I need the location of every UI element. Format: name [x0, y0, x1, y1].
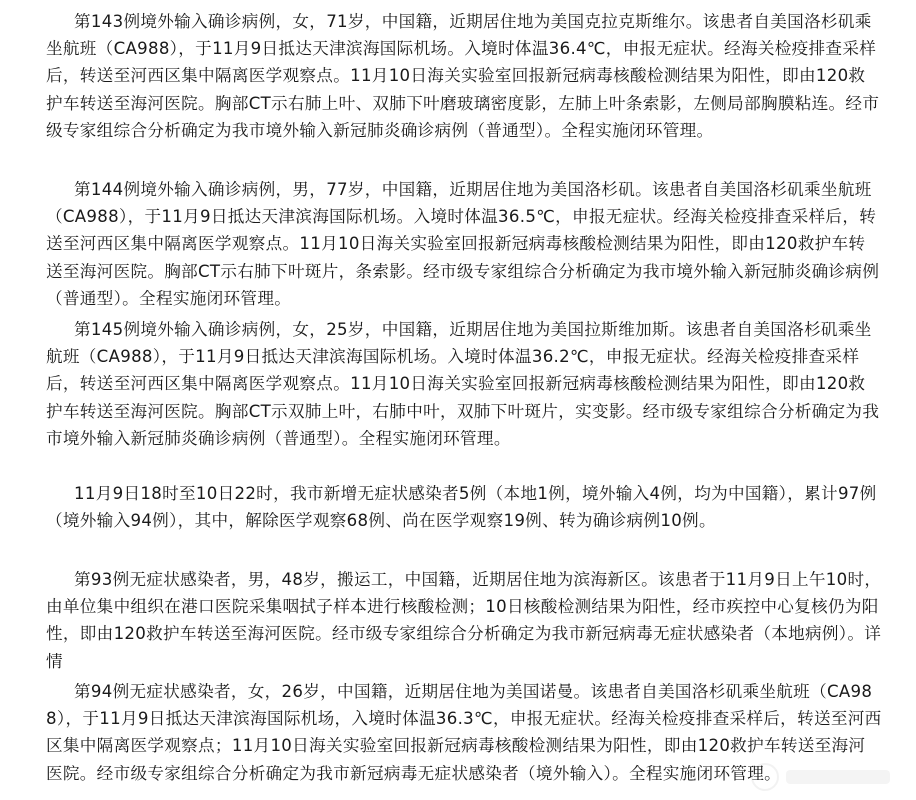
- asymptomatic-summary-paragraph: 11月9日18时至10日22时，我市新增无症状感染者5例（本地1例，境外输入4例，均为中国籍），累计97例（境外输入94例），其中，解除医学观察68例、尚在医学观察19例、转为确诊病例10例。: [46, 484, 877, 531]
- case-145-paragraph: 第145例境外输入确诊病例，女，25岁，中国籍，近期居住地为美国拉斯维加斯。该患者自美国洛杉矶乘坐航班（CA988），于11月9日抵达天津滨海国际机场。入境时体温36.2℃，申报无症状。经海关检疫排查采样后，转送至河西区集中隔离医学观察点。11月10日海关实验室回报新冠病毒核酸检测结果为阳性，即由120救护车转送至海河医院。胸部CT示双肺上叶，右肺中叶，双肺下叶斑片，实变影。经市级专家组综合分析确定为我市境外输入新冠肺炎确诊病例（普通型）。全程实施闭环管理。: [46, 320, 880, 448]
- case-143-paragraph: 第143例境外输入确诊病例，女，71岁，中国籍，近期居住地为美国克拉克斯维尔。该患者自美国洛杉矶乘坐航班（CA988），于11月9日抵达天津滨海国际机场。入境时体温36.4℃，申报无症状。经海关检疫排查采样后，转送至河西区集中隔离医学观察点。11月10日海关实验室回报新冠病毒核酸检测结果为阳性，即由120救护车转送至海河医院。胸部CT示右肺上叶、双肺下叶磨玻璃密度影，左肺上叶条索影，左侧局部胸膜粘连。经市级专家组综合分析确定为我市境外输入新冠肺炎确诊病例（普通型）。全程实施闭环管理。: [46, 12, 880, 140]
- asymptomatic-94-paragraph: 第94例无症状感染者，女，26岁，中国籍，近期居住地为美国诺曼。该患者自美国洛杉矶乘坐航班（CA988），于11月9日抵达天津滨海国际机场，入境时体温36.3℃，申报无症状。经海关检疫排查采样后，转送至河西区集中隔离医学观察点；11月10日海关实验室回报新冠病毒核酸检测结果为阳性，即由120救护车转送至海河医院。经市级专家组综合分析确定为我市新冠病毒无症状感染者（境外输入）。全程实施闭环管理。: [46, 682, 882, 783]
- case-144-paragraph: 第144例境外输入确诊病例，男，77岁，中国籍，近期居住地为美国洛杉矶。该患者自美国洛杉矶乘坐航班（CA988），于11月9日抵达天津滨海国际机场。入境时体温36.5℃，申报无症状。经海关检疫排查采样后，转送至河西区集中隔离医学观察点。11月10日海关实验室回报新冠病毒核酸检测结果为阳性，即由120救护车转送至海河医院。胸部CT示右肺下叶斑片，条索影。经市级专家组综合分析确定为我市境外输入新冠肺炎确诊病例（普通型）。全程实施闭环管理。: [46, 180, 880, 308]
- asymptomatic-93-paragraph: 第93例无症状感染者，男，48岁，搬运工，中国籍，近期居住地为滨海新区。该患者于11月9日上午10时，由单位集中组织在港口医院采集咽拭子样本进行核酸检测；10日核酸检测结果为阳性，经市疾控中心复核仍为阳性，即由120救护车转送至海河医院。经市级专家组综合分析确定为我市新冠病毒无症状感染者（本地病例）。详情: [46, 570, 882, 671]
